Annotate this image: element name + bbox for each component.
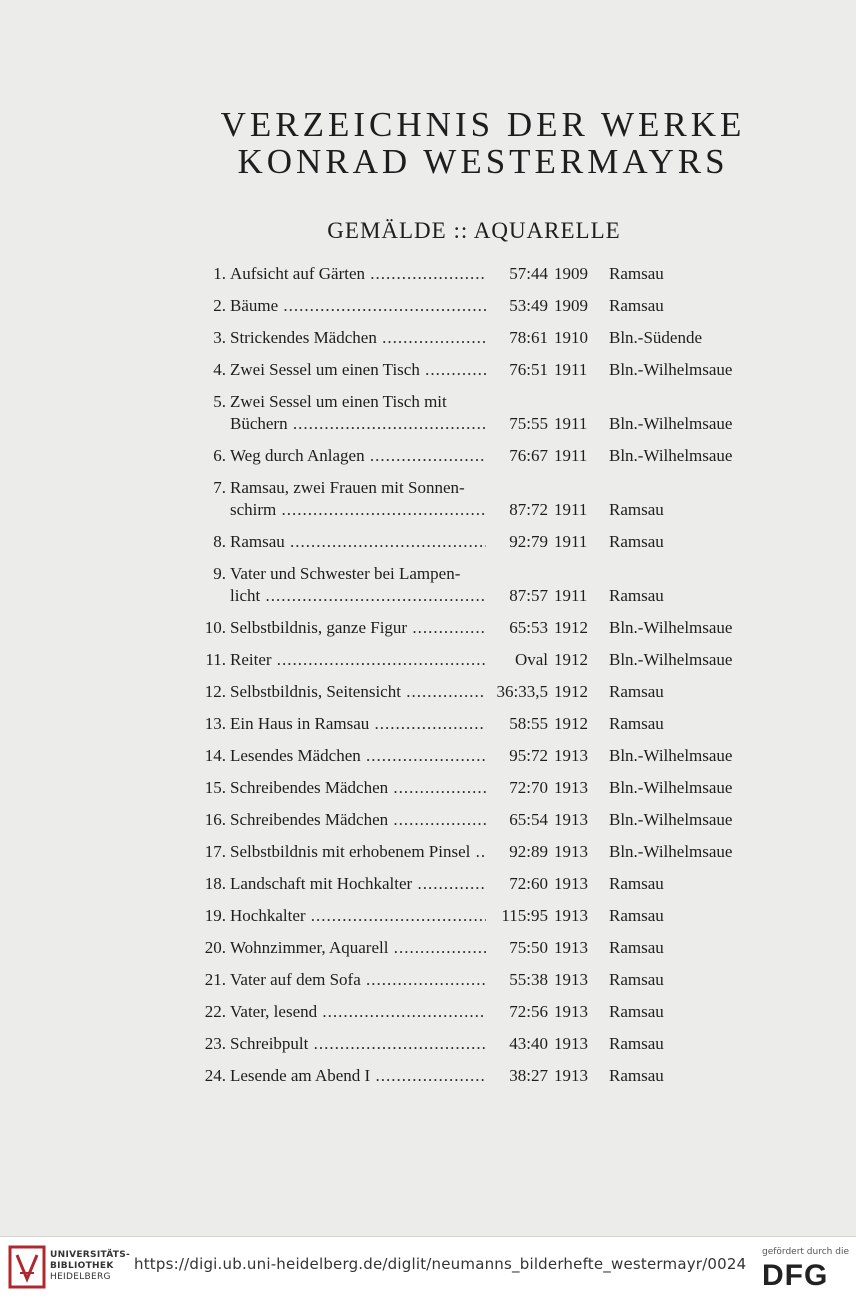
work-year: 1913 [554,938,588,957]
work-number: 18. [204,874,226,893]
work-dimensions: 65:53 [509,618,548,637]
work-title: Weg durch Anlagen ..... [230,446,486,466]
work-title: Strickendes Mädchen ..... [230,328,486,348]
work-title: schirm ..... [230,500,486,520]
work-title: Lesendes Mädchen ..... [230,746,486,766]
work-place: Ramsau [609,1066,664,1085]
work-number: 14. [204,746,226,765]
work-number: 20. [204,938,226,957]
work-place: Ramsau [609,682,664,701]
work-dimensions: 57:44 [509,264,548,283]
work-year: 1913 [554,1034,588,1053]
work-dimensions: 38:27 [509,1066,548,1085]
work-year: 1909 [554,264,588,283]
work-place: Ramsau [609,296,664,315]
work-number: 11. [205,650,226,669]
work-place: Ramsau [609,586,664,605]
work-year: 1911 [554,500,588,519]
work-dimensions: 72:56 [509,1002,548,1021]
work-dimensions: 55:38 [509,970,548,989]
work-place: Bln.-Wilhelmsaue [609,414,733,433]
work-year: 1912 [554,650,588,669]
work-dimensions: Oval [514,650,548,669]
work-number: 3. [213,328,226,347]
work-place: Bln.-Wilhelmsaue [609,778,733,797]
work-place: Bln.-Wilhelmsaue [609,842,733,861]
work-dimensions: 92:79 [509,532,548,551]
work-year: 1913 [554,906,588,925]
work-title: Ein Haus in Ramsau ..... [230,714,486,734]
work-number: 16. [204,810,226,829]
work-number: 22. [204,1002,226,1021]
page-title-line-1: VERZEICHNIS DER WERKE [220,105,746,144]
work-number: 7. [213,478,226,497]
work-dimensions: 87:72 [509,500,548,519]
permalink-url[interactable]: https://digi.ub.uni-heidelberg.de/diglit/neumanns_bilderhefte_westermayr/0024 [134,1255,747,1273]
section-title: GEMÄLDE :: AQUARELLE [327,218,621,243]
work-number: 24. [204,1066,226,1085]
work-number: 8. [213,532,226,551]
dfg-logo[interactable]: DFG [762,1259,829,1292]
work-year: 1911 [554,446,588,465]
work-dimensions: 72:60 [509,874,548,893]
work-title: licht ..... [230,586,486,606]
work-title: Schreibendes Mädchen ..... [230,778,486,798]
work-title: Vater auf dem Sofa ..... [230,970,486,990]
work-place: Bln.-Wilhelmsaue [609,746,733,765]
work-number: 15. [204,778,226,797]
work-number: 6. [213,446,226,465]
institution-name: UNIVERSITÄTS- BIBLIOTHEK HEIDELBERG [50,1250,131,1282]
work-place: Ramsau [609,264,664,283]
work-title: Zwei Sessel um einen Tisch ..... [230,360,486,380]
work-number: 10. [204,618,226,637]
work-dimensions: 115:95 [501,906,548,925]
ub-heidelberg-logo-icon[interactable] [8,1245,46,1289]
work-title: Ramsau ..... [230,532,486,552]
work-year: 1910 [554,328,588,347]
work-number: 4. [213,360,226,379]
work-place: Ramsau [609,500,664,519]
work-dimensions: 78:61 [509,328,548,347]
work-year: 1911 [554,360,588,379]
page-title-line-2: KONRAD WESTERMAYRS [237,142,729,181]
work-place: Bln.-Wilhelmsaue [609,618,733,637]
work-place: Bln.-Wilhelmsaue [609,650,733,669]
work-dimensions: 65:54 [509,810,548,829]
work-number: 12. [204,682,226,701]
work-number: 13. [204,714,226,733]
work-title: Landschaft mit Hochkalter ..... [230,874,486,894]
work-title: Selbstbildnis, ganze Figur ..... [230,618,486,638]
work-year: 1913 [554,1066,588,1085]
work-year: 1911 [554,586,588,605]
work-dimensions: 75:55 [509,414,548,433]
work-title: Aufsicht auf Gärten ..... [230,264,486,284]
work-place: Ramsau [609,1002,664,1021]
work-title: Wohnzimmer, Aquarell ..... [230,938,486,958]
work-dimensions: 58:55 [509,714,548,733]
work-number: 5. [213,392,226,411]
work-dimensions: 76:51 [509,360,548,379]
work-place: Bln.-Südende [609,328,703,347]
work-dimensions: 92:89 [509,842,548,861]
work-year: 1913 [554,842,588,861]
work-number: 2. [213,296,226,315]
work-title: Zwei Sessel um einen Tisch mit [230,392,447,411]
work-dimensions: 87:57 [509,586,548,605]
work-year: 1909 [554,296,588,315]
work-place: Ramsau [609,532,664,551]
work-year: 1913 [554,1002,588,1021]
work-number: 17. [204,842,226,861]
work-year: 1913 [554,746,588,765]
funding-note: gefördert durch die [762,1247,849,1257]
work-place: Ramsau [609,906,664,925]
work-title: Vater und Schwester bei Lampen- [230,564,461,583]
work-place: Bln.-Wilhelmsaue [609,446,733,465]
work-title: Selbstbildnis mit erhobenem Pinsel ..... [230,842,486,862]
work-year: 1913 [554,778,588,797]
work-title: Reiter ..... [230,650,486,670]
work-title: Selbstbildnis, Seitensicht ..... [230,682,486,702]
work-number: 1. [213,264,226,283]
work-title: Ramsau, zwei Frauen mit Sonnen- [230,478,465,497]
work-place: Bln.-Wilhelmsaue [609,810,733,829]
viewer-footer [0,1236,856,1298]
work-title: Lesende am Abend I ..... [230,1066,486,1086]
work-number: 19. [204,906,226,925]
work-number: 9. [213,564,226,583]
work-dimensions: 36:33,5 [496,682,548,701]
work-dimensions: 95:72 [509,746,548,765]
work-year: 1912 [554,682,588,701]
work-title: Bäume ..... [230,296,486,316]
work-place: Ramsau [609,874,664,893]
work-place: Ramsau [609,714,664,733]
work-year: 1913 [554,970,588,989]
work-year: 1913 [554,810,588,829]
work-place: Bln.-Wilhelmsaue [609,360,733,379]
work-dimensions: 43:40 [509,1034,548,1053]
work-place: Ramsau [609,1034,664,1053]
work-year: 1913 [554,874,588,893]
work-place: Ramsau [609,970,664,989]
work-number: 21. [204,970,226,989]
work-dimensions: 53:49 [509,296,548,315]
work-year: 1912 [554,714,588,733]
work-dimensions: 75:50 [509,938,548,957]
work-number: 23. [204,1034,226,1053]
work-title: Büchern ..... [230,414,486,434]
work-place: Ramsau [609,938,664,957]
work-year: 1911 [554,532,588,551]
work-title: Hochkalter ..... [230,906,486,926]
work-title: Schreibpult ..... [230,1034,486,1054]
work-title: Schreibendes Mädchen ..... [230,810,486,830]
work-title: Vater, lesend ..... [230,1002,486,1022]
work-year: 1912 [554,618,588,637]
work-year: 1911 [554,414,588,433]
work-dimensions: 72:70 [509,778,548,797]
work-dimensions: 76:67 [509,446,548,465]
